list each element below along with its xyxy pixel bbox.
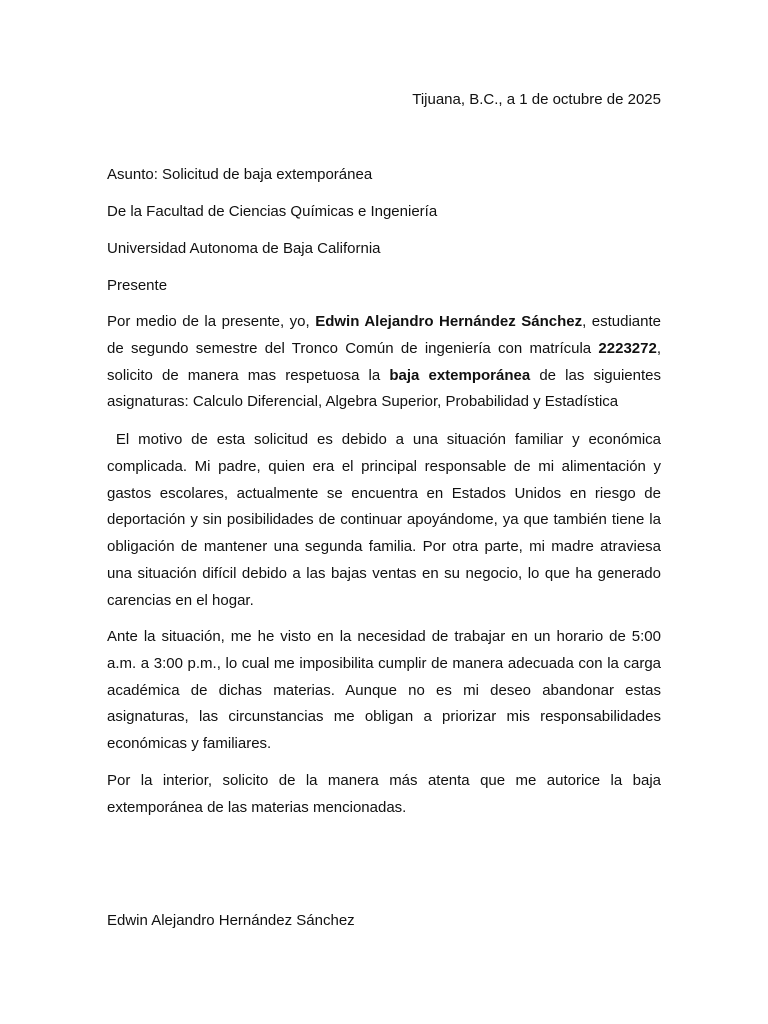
intro-text-1: Por medio de la presente, yo, xyxy=(107,313,316,330)
date-line: Tijuana, B.C., a 1 de octubre de 2025 xyxy=(412,91,661,108)
intro-text-2: , estudiante de segundo semestre del Tronco Común de ingeniería con matrícula xyxy=(107,313,661,357)
signature-name: Edwin Alejandro Hernández Sánchez xyxy=(107,912,355,929)
greeting: Presente xyxy=(107,277,168,294)
request-type: baja extemporánea xyxy=(389,366,531,384)
paragraph-reason xyxy=(107,427,666,615)
intro-text-3: , solicito de manera mas respetuosa la xyxy=(107,339,661,384)
paragraph-work-situation: Ante la situación, me he visto en la necesidad de trabajar en un horario de 5:00 a.m. a 3:00 p.m., lo cual me imposibilita cumplir de manera adecuada con la carga académica de dichas materias. Aunque no es mi deseo abandonar estas asignaturas, las circunstancias me obligan a priorizar mis responsabilidades económicas y familiares. xyxy=(107,628,661,753)
reason-text: El motivo de esta solicitud es debido a una situación familiar y económica complicada. Mi padre, quien era el principal responsable de mi alimentación y gastos escolares, actualmente se encuentra en Estados Unidos en riesgo de deportación y sin posibilidades de continuar apoyándome, ya que también tiene la obligación de mantener una segunda familia. Por otra parte, mi madre atraviesa una situación difícil debido a las bajas ventas en su negocio, lo que ha generado carencias en el hogar. xyxy=(107,431,666,609)
student-id: 2223272 xyxy=(598,339,657,357)
subject-line: Asunto: Solicitud de baja extemporánea xyxy=(107,166,373,183)
intro-text-4: de las siguientes asignaturas: Calculo Diferencial, Algebra Superior, Probabilidad y Estadística xyxy=(107,366,661,411)
paragraph-introduction xyxy=(107,309,661,416)
paragraph-closing: Por la interior, solicito de la manera más atenta que me autorice la baja extemporánea de las materias mencionadas. xyxy=(107,772,661,816)
addressee-faculty: De la Facultad de Ciencias Químicas e Ingeniería xyxy=(107,203,438,220)
student-name: Edwin Alejandro Hernández Sánchez xyxy=(315,313,583,330)
addressee-university: Universidad Autonoma de Baja California xyxy=(107,240,381,257)
